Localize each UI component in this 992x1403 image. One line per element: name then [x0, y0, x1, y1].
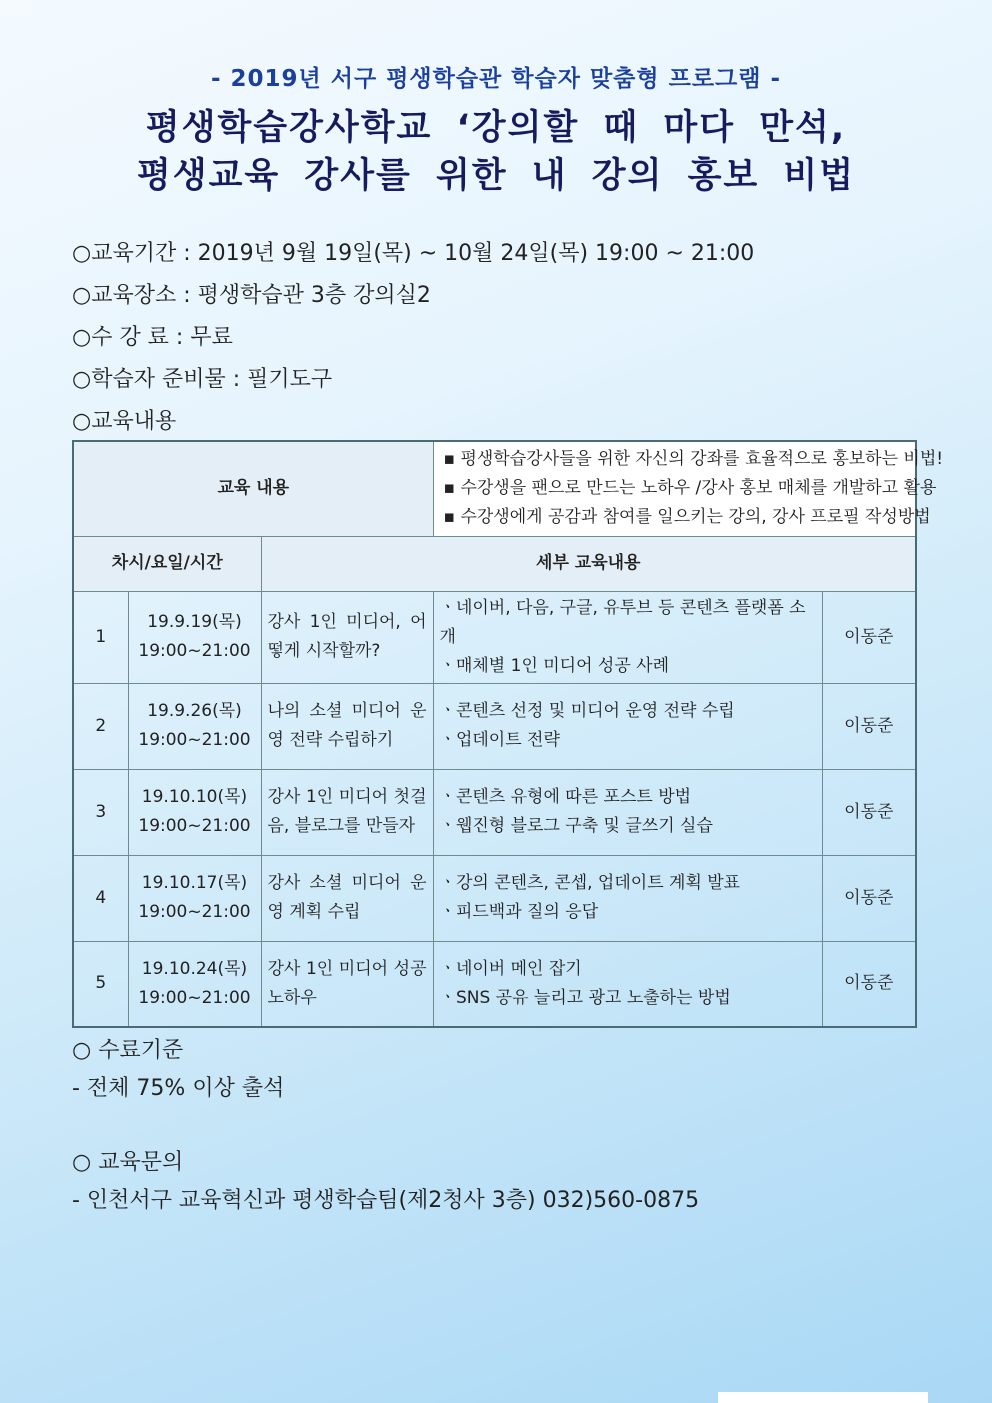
session-datetime [128, 769, 261, 855]
session-date: 19.10.10(목) [141, 787, 248, 807]
session-topic: 나의 소셜 미디어 운영 전략 수립하기 [261, 683, 433, 769]
overview-label: 교육 내용 [73, 441, 433, 536]
session-no: 4 [73, 855, 128, 941]
session-date: 19.9.26(목) [147, 701, 242, 721]
info-supplies: ○학습자 준비물 : 필기도구 [72, 367, 333, 392]
session-instructor: 이동준 [822, 855, 916, 941]
inquiry-heading: ○ 교육문의 [72, 1150, 184, 1175]
session-instructor: 이동준 [822, 683, 916, 769]
session-datetime [128, 941, 261, 1027]
session-no: 1 [73, 591, 128, 683]
detail-item: ㆍ웹진형 블로그 구축 및 글쓰기 실습 [439, 816, 713, 836]
detail-item: ㆍ업데이트 전략 [439, 730, 560, 750]
session-date: 19.10.17(목) [141, 873, 248, 893]
session-no: 3 [73, 769, 128, 855]
detail-item: ㆍ콘텐츠 선정 및 미디어 운영 전략 수립 [439, 701, 735, 721]
header-session: 차시/요일/시간 [73, 536, 261, 591]
session-instructor: 이동준 [822, 591, 916, 683]
session-details [433, 591, 822, 683]
session-time: 19:00~21:00 [138, 641, 251, 661]
table-row [73, 591, 916, 683]
table-row [73, 855, 916, 941]
detail-item: ㆍ피드백과 질의 응답 [439, 902, 599, 922]
header-row [73, 536, 916, 591]
page-title-line2: 평생교육 강사를 위한 내 강의 홍보 비법 [136, 156, 856, 196]
session-time: 19:00~21:00 [138, 987, 251, 1008]
session-no: 2 [73, 683, 128, 769]
overview-bullet: ▪ 수강생을 팬으로 만드는 노하우 /강사 홍보 매체를 개발하고 활용 [443, 478, 937, 499]
detail-item: ㆍ네이버 메인 잡기 [439, 958, 582, 979]
detail-item: ㆍSNS 공유 늘리고 광고 노출하는 방법 [439, 987, 731, 1008]
session-datetime [128, 683, 261, 769]
detail-item: ㆍ네이버, 다음, 구글, 유투브 등 콘텐츠 플랫폼 소개 [439, 597, 806, 647]
session-details [433, 683, 822, 769]
session-time: 19:00~21:00 [138, 730, 251, 750]
program-subtitle: - 2019년 서구 평생학습관 학습자 맞춤형 프로그램 - [210, 66, 782, 92]
session-datetime [128, 591, 261, 683]
overview-bullets [433, 441, 944, 536]
session-topic: 강사 소셜 미디어 운영 계획 수립 [261, 855, 433, 941]
detail-item: ㆍ강의 콘텐츠, 콘셉, 업데이트 계획 발표 [439, 873, 741, 893]
table-row [73, 769, 916, 855]
session-instructor: 이동준 [822, 769, 916, 855]
session-topic: 강사 1인 미디어, 어떻게 시작할까? [261, 591, 433, 683]
session-details [433, 769, 822, 855]
overview-bullet: ▪ 평생학습강사들을 위한 자신의 강좌를 효율적으로 홍보하는 비법! [443, 449, 944, 470]
session-no: 5 [73, 941, 128, 1027]
table-row [73, 941, 916, 1027]
info-place: ○교육장소 : 평생학습관 3층 강의실2 [72, 283, 431, 308]
completion-heading: ○ 수료기준 [72, 1038, 184, 1063]
session-date: 19.9.19(목) [147, 612, 242, 632]
overview-bullet: ▪ 수강생에게 공감과 참여를 일으키는 강의, 강사 프로필 작성방법 [443, 507, 931, 528]
info-content-heading: ○교육내용 [72, 409, 177, 434]
completion-detail: - 전체 75% 이상 출석 [72, 1076, 285, 1101]
session-details [433, 855, 822, 941]
info-fee: ○수 강 료 : 무료 [72, 325, 233, 350]
detail-item: ㆍ콘텐츠 유형에 따른 포스트 방법 [439, 787, 692, 807]
overview-row [73, 441, 916, 536]
table-row [73, 683, 916, 769]
session-topic: 강사 1인 미디어 성공 노하우 [261, 941, 433, 1027]
page-title-line1: 평생학습강사학교 ‘강의할 때 마다 만석, [145, 108, 847, 148]
session-instructor: 이동준 [822, 941, 916, 1027]
session-time: 19:00~21:00 [138, 816, 251, 836]
session-date: 19.10.24(목) [141, 958, 248, 979]
corner-strip [718, 1392, 928, 1403]
session-topic: 강사 1인 미디어 첫걸음, 블로그를 만들자 [261, 769, 433, 855]
info-period: ○교육기간 : 2019년 9월 19일(목) ~ 10월 24일(목) 19:00 ~ 21:00 [72, 241, 755, 266]
inquiry-detail: - 인천서구 교육혁신과 평생학습팀(제2청사 3층) 032)560-0875 [72, 1188, 700, 1213]
header-detail: 세부 교육내용 [261, 536, 916, 591]
session-time: 19:00~21:00 [138, 902, 251, 922]
session-datetime [128, 855, 261, 941]
detail-item: ㆍ매체별 1인 미디어 성공 사례 [439, 655, 670, 676]
curriculum-table [72, 440, 944, 1028]
session-details [433, 941, 822, 1027]
